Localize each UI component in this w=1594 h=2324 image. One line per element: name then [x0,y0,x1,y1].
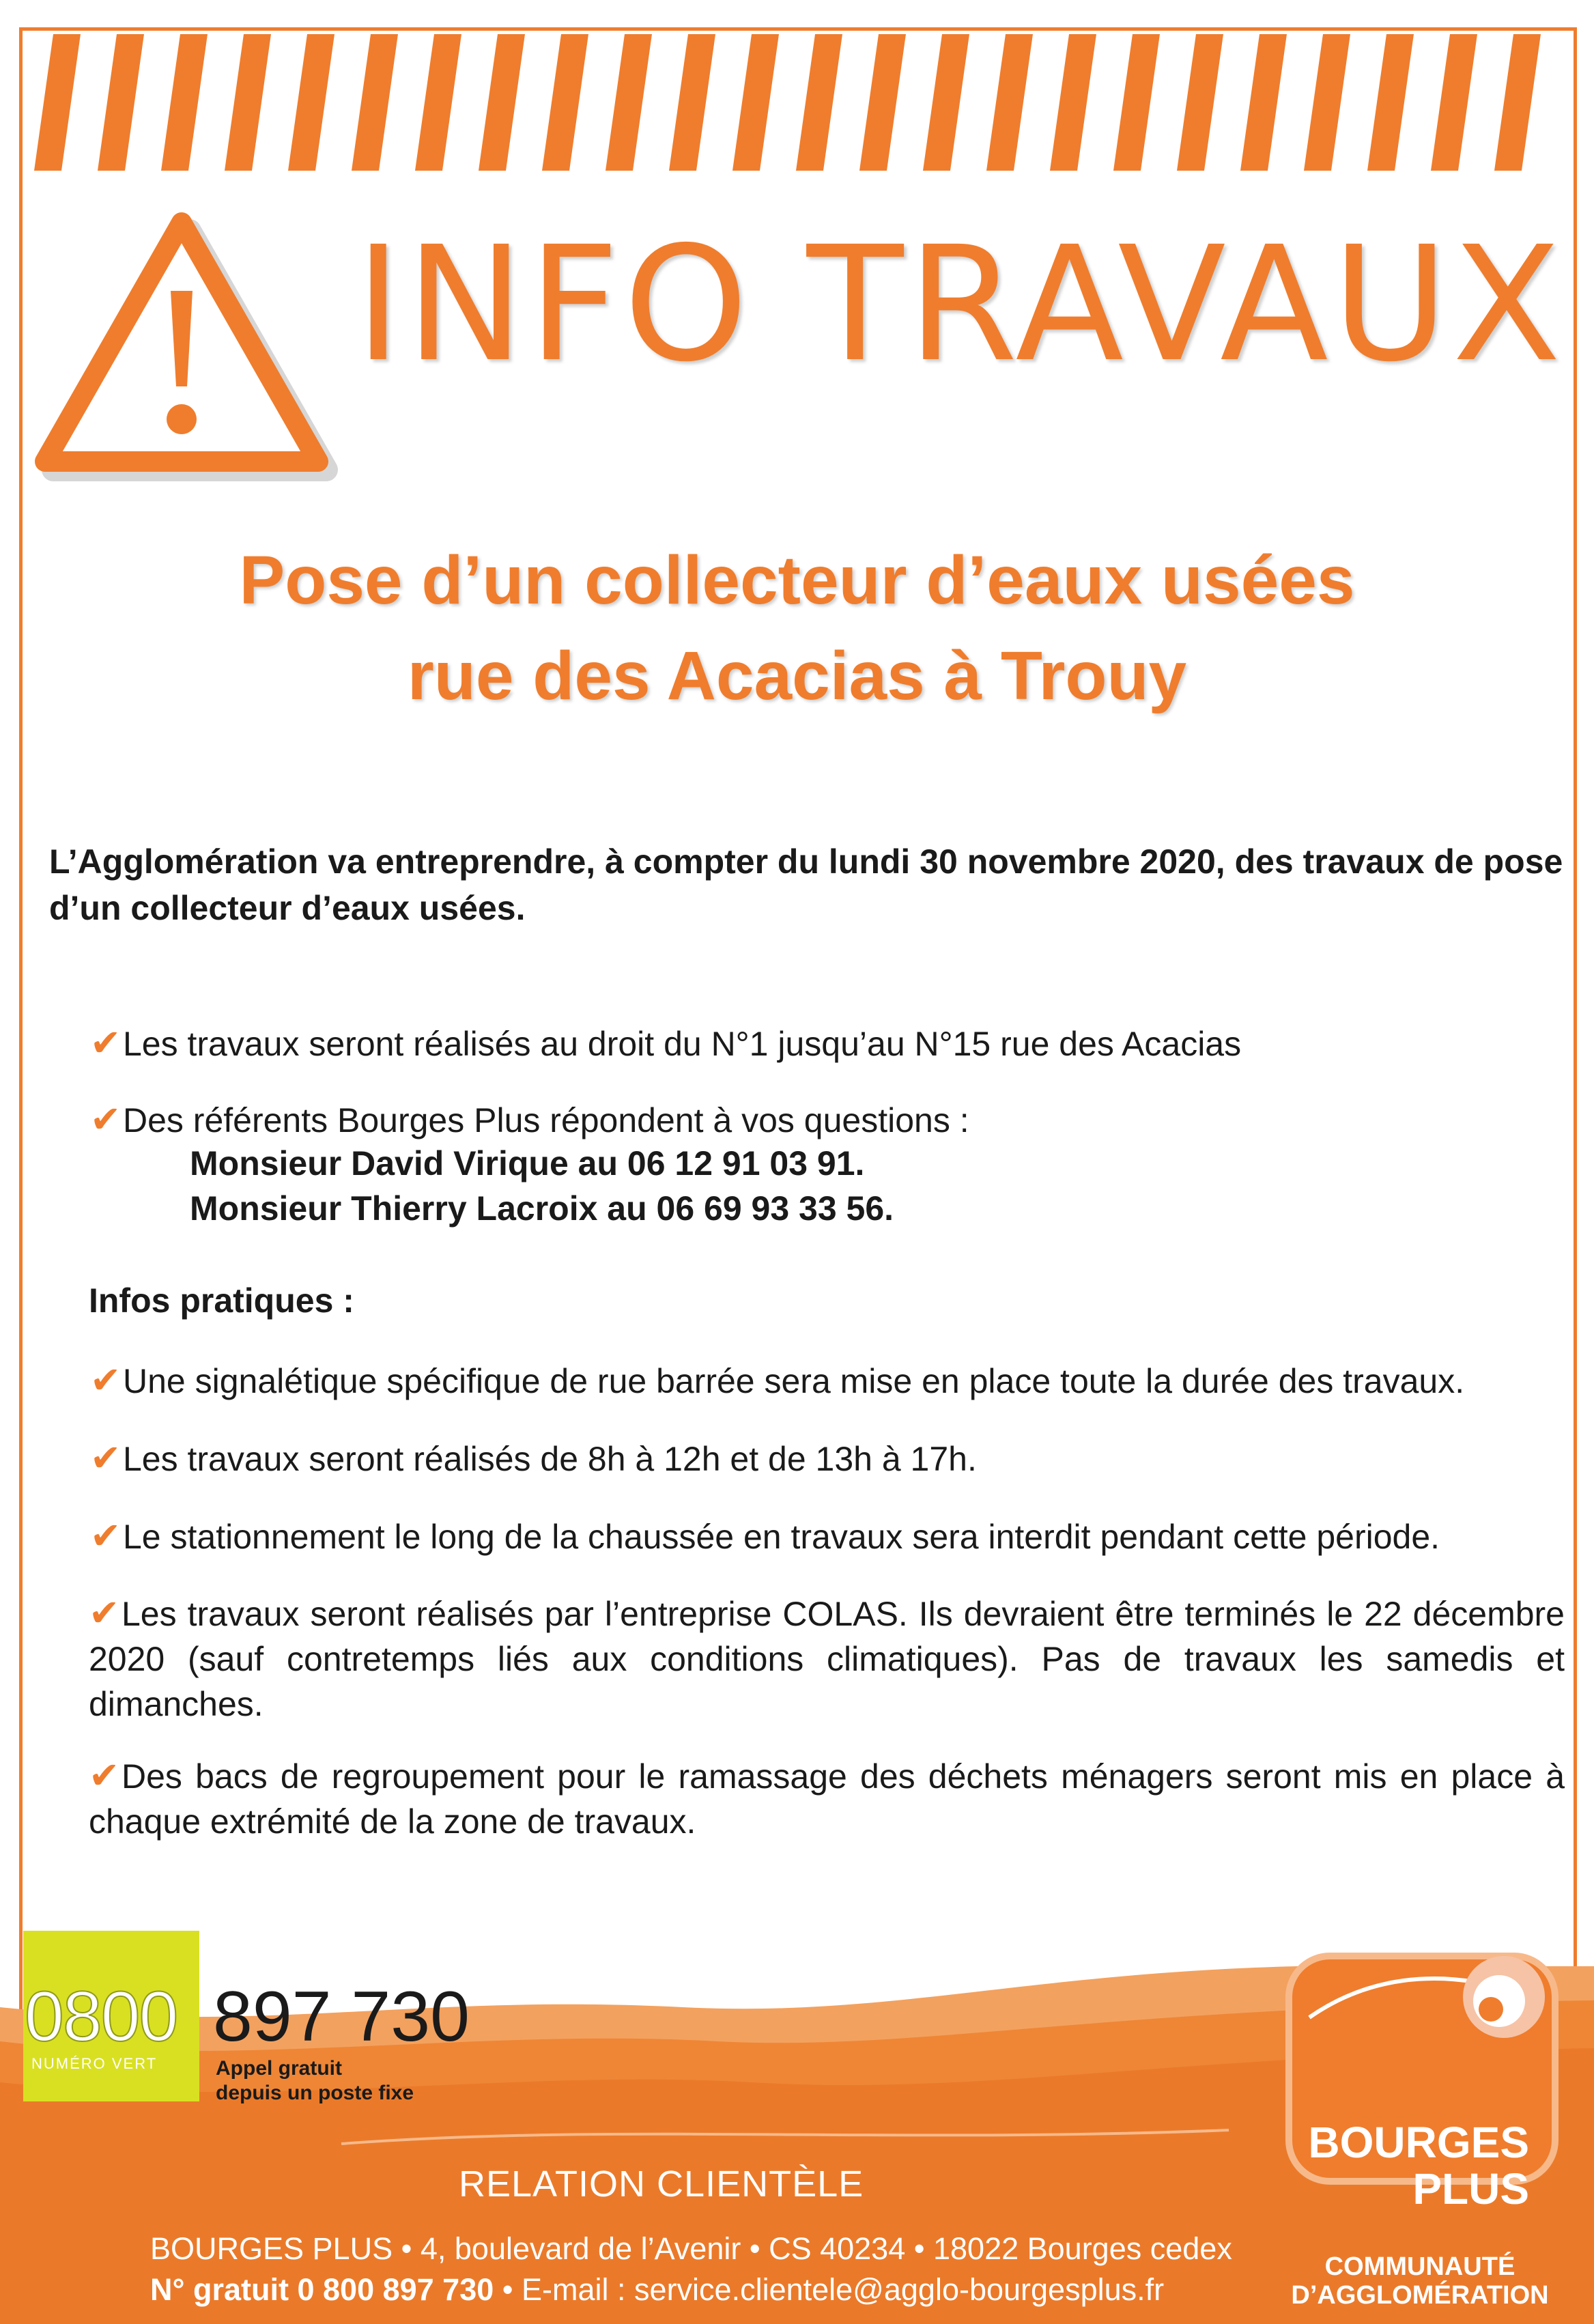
intro-paragraph: L’Agglomération va entreprendre, à compter du lundi 30 novembre 2020, des travaux de pose d’un collecteur d’eaux usées. [49,842,1563,927]
hazard-stripe [161,34,208,171]
hazard-stripe [225,34,271,171]
info-item: ✔Les travaux seront réalisés par l’entreprise COLAS. Ils devraient être terminés le 22 décembre 2020 (sauf contretemps liés aux conditions climatiques). Pas de travaux les samedis et dimanches. [89,1591,1565,1727]
hazard-stripe [1304,34,1350,171]
subtitle-line-2: rue des Acacias à Trouy [407,638,1187,714]
hazard-stripe [1177,34,1223,171]
info-item: ✔Des bacs de regroupement pour le ramassage des déchets ménagers seront mis en place à chaque extrémité de la zone de travaux. [89,1753,1565,1844]
relation-clientele: RELATION CLIENTÈLE [459,2164,864,2205]
hazard-stripe [859,34,906,171]
info-item: ✔Une signalétique spécifique de rue barrée sera mise en place toute la durée des travaux. [90,1360,1465,1401]
hazard-stripe [1367,34,1414,171]
info-item: ✔Les travaux seront réalisés de 8h à 12h et de 13h à 17h. [90,1438,977,1479]
hazard-stripe [986,34,1033,171]
free-number: N° gratuit 0 800 897 730 [150,2272,494,2307]
hazard-stripe [1494,34,1541,171]
phone-prefix: 0800 [25,1977,177,2056]
address-line: BOURGES PLUS • 4, boulevard de l’Avenir • CS 40234 • 18022 Bourges cedex [150,2231,1232,2266]
numero-vert-label: NUMÉRO VERT [31,2055,158,2072]
communaute-line-1: COMMUNAUTÉ [1324,2252,1515,2281]
email-text: • E-mail : service.clientele@agglo-bourgesplus.fr [494,2272,1165,2307]
hazard-stripe [1240,34,1287,171]
hazard-stripe [288,34,335,171]
hazard-stripe [352,34,398,171]
info-item: ✔Le stationnement le long de la chaussée en travaux sera interdit pendant cette période. [90,1516,1440,1557]
list-item: ✔Les travaux seront réalisés au droit du N°1 jusqu’au N°15 rue des Acacias [90,1023,1242,1064]
hazard-stripes [27,34,1563,184]
list-item: ✔Des référents Bourges Plus répondent à vos questions : [90,1099,969,1140]
hazard-stripe [34,34,81,171]
phone-number: 897 730 [213,1977,470,2056]
communaute-line-2: D’AGGLOMÉRATION [1291,2281,1549,2310]
warning-triangle-icon [25,202,339,489]
page-title: INFO TRAVAUX [355,212,1565,397]
subtitle-line-1: Pose d’un collecteur d’eaux usées [239,542,1355,619]
logo-line-1: BOURGES [1308,2118,1529,2167]
check-icon: ✔ [90,1099,122,1140]
contact-info-line [150,2272,1164,2308]
hazard-stripe [1431,34,1477,171]
hazard-stripe [415,34,461,171]
hazard-stripe [606,34,652,171]
hazard-stripe [732,34,779,171]
check-icon: ✔ [89,1755,120,1796]
hazard-stripe [479,34,525,171]
hazard-stripe [98,34,144,171]
check-icon: ✔ [89,1593,120,1634]
contact-line: Monsieur Thierry Lacroix au 06 69 93 33 56. [190,1189,894,1228]
hazard-stripe [1113,34,1160,171]
check-icon: ✔ [90,1438,122,1479]
infos-title: Infos pratiques : [89,1281,354,1320]
check-icon: ✔ [90,1360,122,1401]
hazard-stripe [796,34,842,171]
hazard-stripe [1050,34,1096,171]
hazard-stripe [542,34,588,171]
hazard-stripe [923,34,969,171]
logo-line-2: PLUS [1412,2164,1529,2213]
free-call-note: Appel gratuit depuis un poste fixe [216,2057,414,2104]
hazard-stripe [669,34,715,171]
contact-line: Monsieur David Virique au 06 12 91 03 91. [190,1144,865,1182]
check-icon: ✔ [90,1023,122,1064]
check-icon: ✔ [90,1516,122,1557]
